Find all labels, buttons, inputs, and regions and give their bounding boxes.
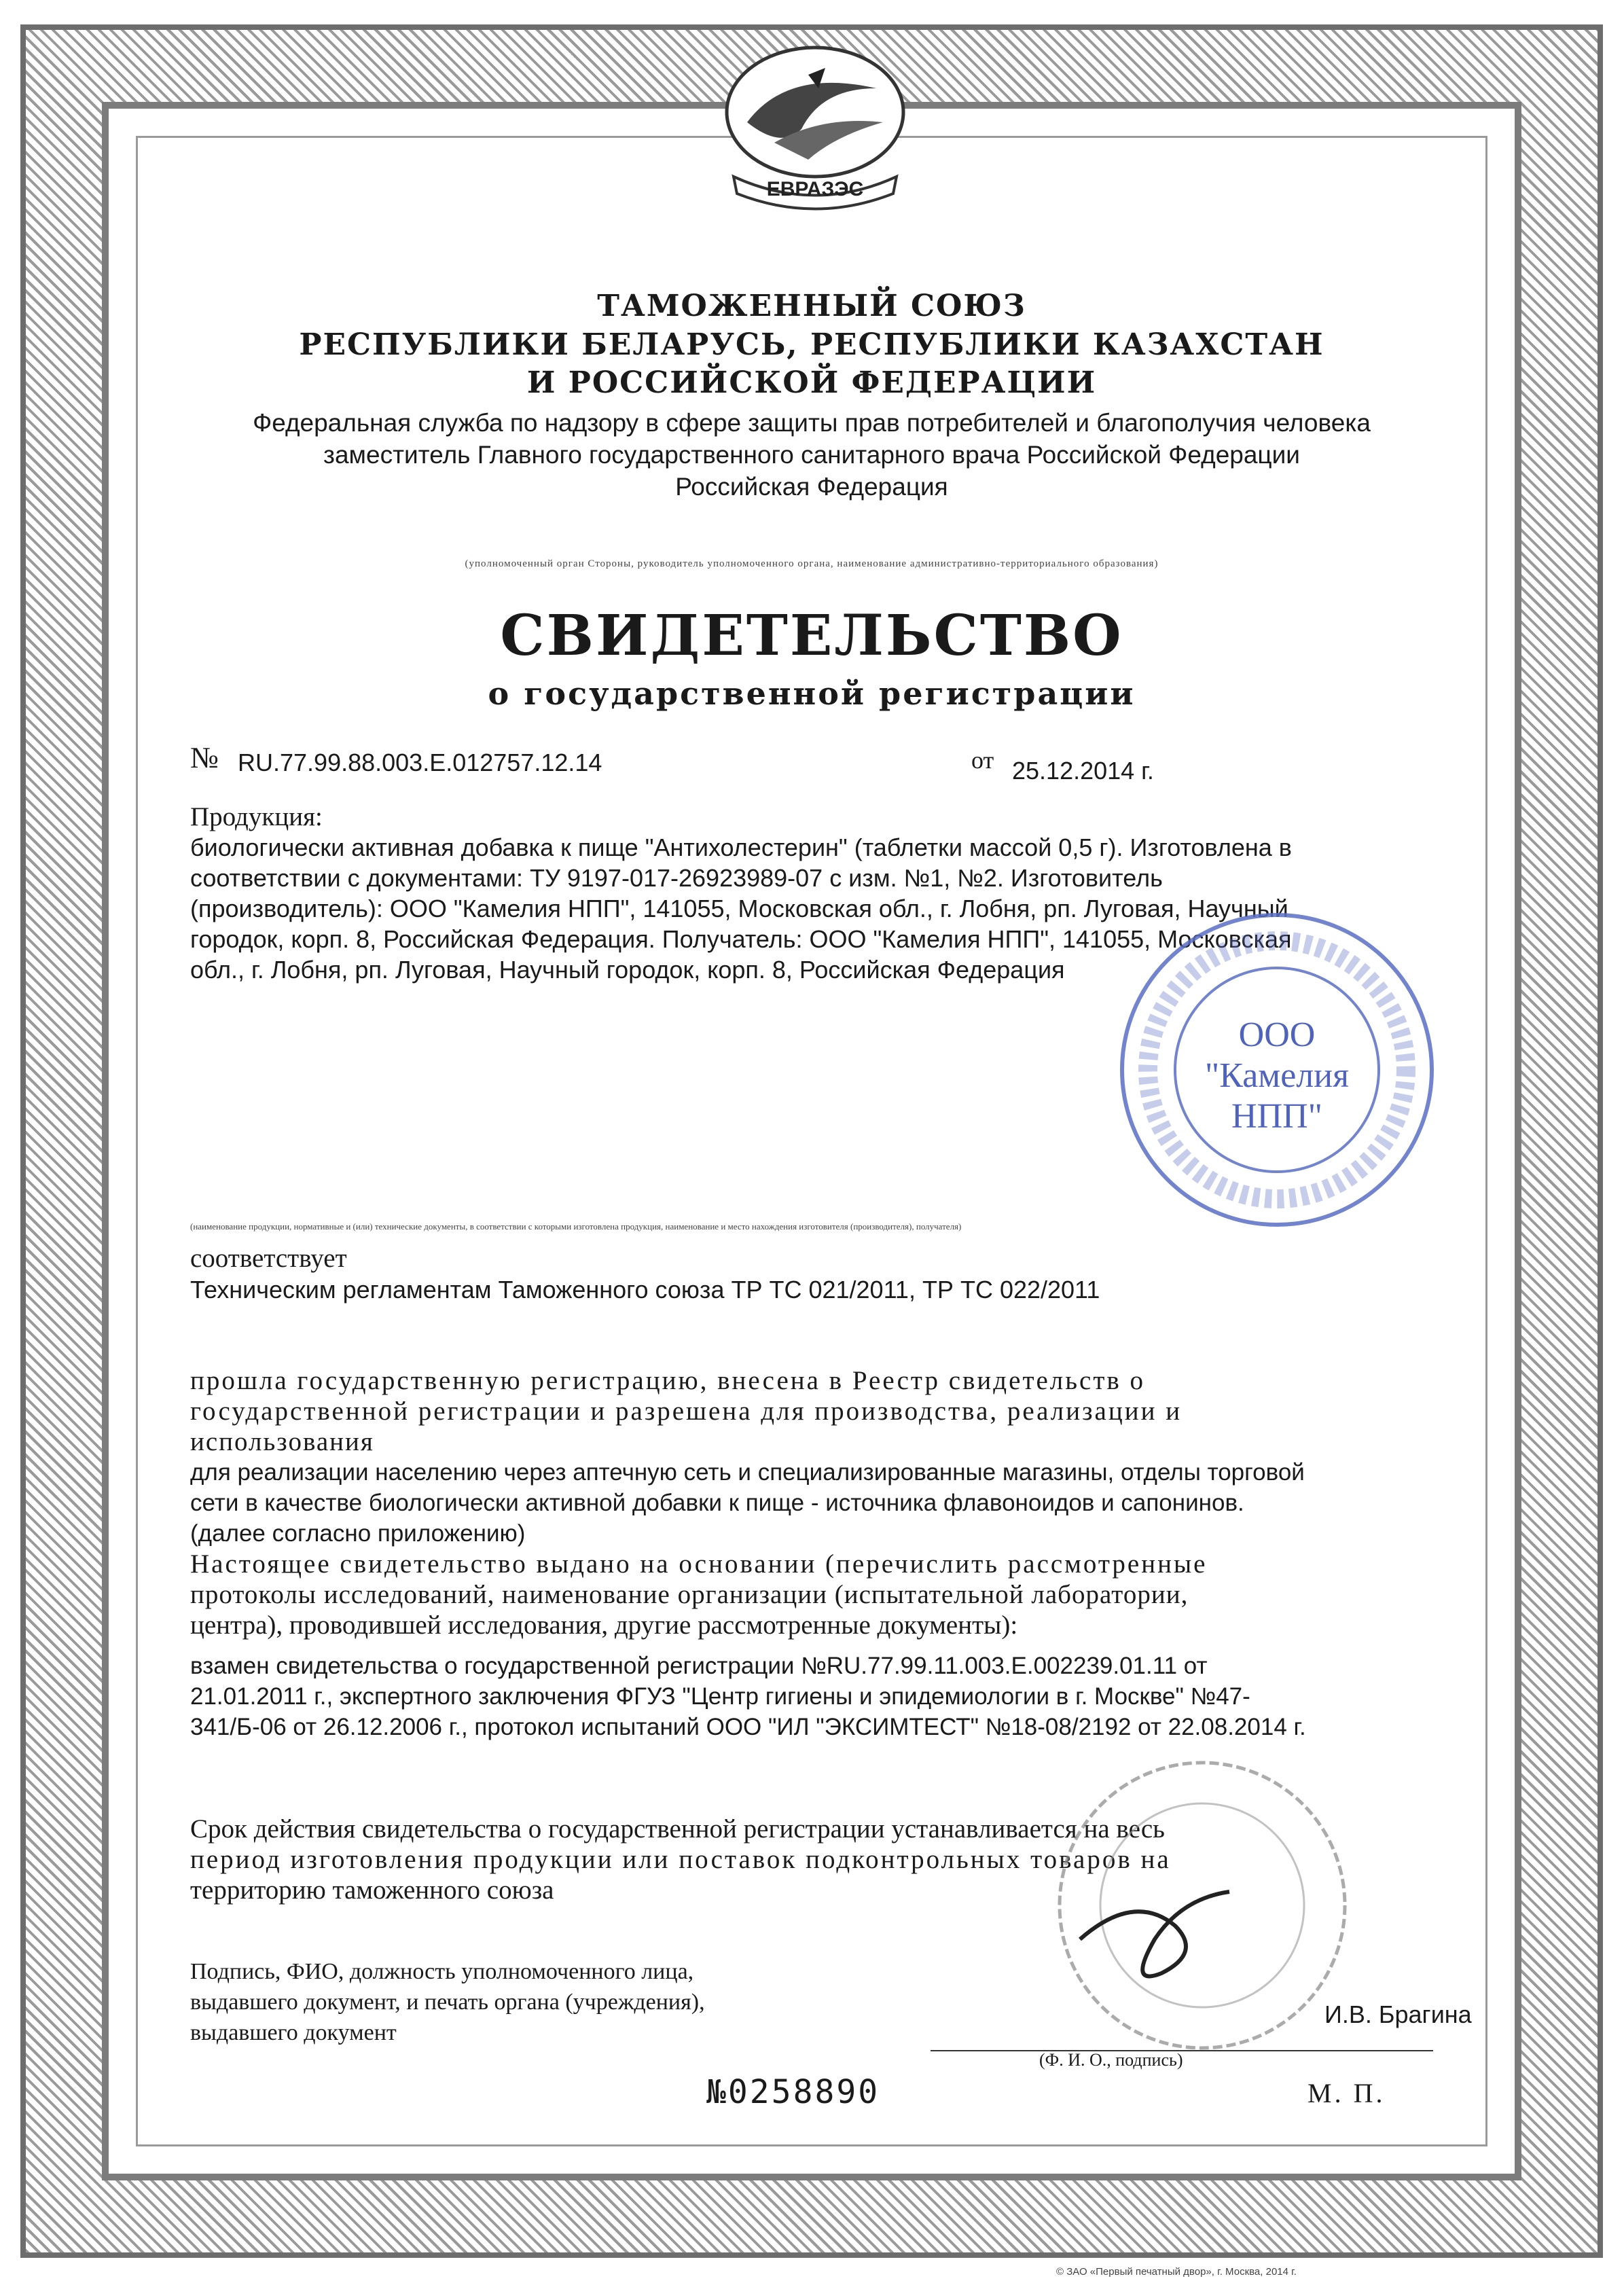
signature-label-line: Подпись, ФИО, должность уполномоченного лица, — [190, 1959, 694, 1984]
product-line: биологически активная добавка к пище "Антихолестерин" (таблетки массой 0,5 г). Изготовлена в — [190, 833, 1292, 861]
basis-value-line: 341/Б-06 от 26.12.2006 г., протокол испытаний ООО "ИЛ "ЭКСИМТЕСТ" №18-08/2192 от 22.08.2014 г. — [190, 1714, 1306, 1740]
basis-value-line: 21.01.2011 г., экспертного заключения ФГУЗ "Центр гигиены и эпидемиологии в г. Москве" №47- — [190, 1683, 1250, 1710]
printer-imprint: © ЗАО «Первый печатный двор», г. Москва, 2014 г. — [1056, 2266, 1297, 2278]
document-subtitle: о государственной регистрации — [488, 675, 1136, 712]
registration-number: RU.77.99.88.003.E.012757.12.14 — [238, 749, 602, 776]
seal-place: М. П. — [1307, 2078, 1386, 2108]
validity-line: Срок действия свидетельства о государственной регистрации устанавливается на весь — [190, 1814, 1165, 1844]
date-prefix: от — [971, 747, 994, 774]
registered-line: прошла государственную регистрацию, внесена в Реестр свидетельств о — [190, 1366, 1146, 1395]
registered-line: использования — [190, 1427, 374, 1456]
signature-label-line: выдавшего документ — [190, 2020, 397, 2045]
product-line: соответствии с документами: ТУ 9197-017-26923989-07 с изм. №1, №2. Изготовитель — [190, 864, 1163, 892]
stamp-line-3: НПП" — [1231, 1097, 1322, 1136]
usage-line: сети в качестве биологически активной добавки к пище - источника флавоноидов и сапонинов. — [190, 1490, 1244, 1516]
eurasec-emblem-icon — [706, 41, 924, 211]
product-caption: (наименование продукции, нормативные и (или) технические документы, в соответствии с которыми изготовлена продукция, наименование и место нахождения изготовителя (производителя), получателя) — [190, 1221, 962, 1232]
form-number: №0258890 — [706, 2073, 880, 2111]
registration-date: 25.12.2014 г. — [1012, 757, 1154, 785]
signature-label-line: выдавшего документ, и печать органа (учреждения), — [190, 1990, 705, 2015]
agency-caption: (уполномоченный орган Стороны, руководитель уполномоченного органа, наименование административно-территориального образования) — [465, 558, 1159, 569]
registered-line: государственной регистрации и разрешена для производства, реализации и — [190, 1397, 1183, 1426]
validity-line: период изготовления продукции или поставок подконтрольных товаров на — [190, 1845, 1171, 1874]
basis-line: центра), проводившей исследования, другие рассмотренные документы): — [190, 1611, 1018, 1640]
conformity-value: Техническим регламентам Таможенного союза ТР ТС 021/2011, ТР ТС 022/2011 — [190, 1276, 1100, 1304]
validity-line: территорию таможенного союза — [190, 1875, 554, 1905]
basis-value-line: взамен свидетельства о государственной регистрации №RU.77.99.11.003.E.002239.01.11 от — [190, 1653, 1208, 1679]
document-title: СВИДЕТЕЛЬСТВО — [500, 603, 1123, 668]
conformity-label: соответствует — [190, 1244, 347, 1273]
number-symbol: № — [190, 741, 219, 774]
company-stamp — [1114, 907, 1440, 1233]
stamp-line-1: ООО — [1238, 1015, 1316, 1054]
header-line-2: РЕСПУБЛИКИ БЕЛАРУСЬ, РЕСПУБЛИКИ КАЗАХСТАН — [299, 327, 1324, 362]
signatory-name: И.В. Брагина — [1324, 2000, 1472, 2028]
usage-line: (далее согласно приложению) — [190, 1520, 526, 1547]
agency-line-3: Российская Федерация — [675, 473, 948, 501]
signature-caption: (Ф. И. О., подпись) — [1039, 2050, 1183, 2070]
product-line: городок, корп. 8, Российская Федерация. Получатель: ООО "Камелия НПП", 141055, Московская — [190, 925, 1292, 953]
official-seal — [998, 1736, 1352, 2055]
usage-line: для реализации населению через аптечную сеть и специализированные магазины, отделы торговой — [190, 1459, 1305, 1486]
basis-line: Настоящее свидетельство выдано на основании (перечислить рассмотренные — [190, 1549, 1208, 1579]
product-line: обл., г. Лобня, рп. Луговая, Научный городок, корп. 8, Российская Федерация — [190, 956, 1065, 984]
product-line: (производитель): ООО "Камелия НПП", 141055, Московская обл., г. Лобня, рп. Луговая, Научный — [190, 895, 1288, 922]
agency-line-1: Федеральная служба по надзору в сфере защиты прав потребителей и благополучия человека — [253, 409, 1371, 437]
stamp-line-2: "Камелия — [1205, 1056, 1349, 1095]
emblem-text: ЕВРАЗЭС — [766, 178, 864, 200]
basis-line: протоколы исследований, наименование организации (испытательной лаборатории, — [190, 1580, 1189, 1609]
header-line-3: И РОССИЙСКОЙ ФЕДЕРАЦИИ — [526, 365, 1097, 400]
agency-line-2: заместитель Главного государственного санитарного врача Российской Федерации — [323, 441, 1300, 469]
header-line-1: ТАМОЖЕННЫЙ СОЮЗ — [597, 289, 1026, 323]
product-heading: Продукция: — [190, 802, 323, 831]
